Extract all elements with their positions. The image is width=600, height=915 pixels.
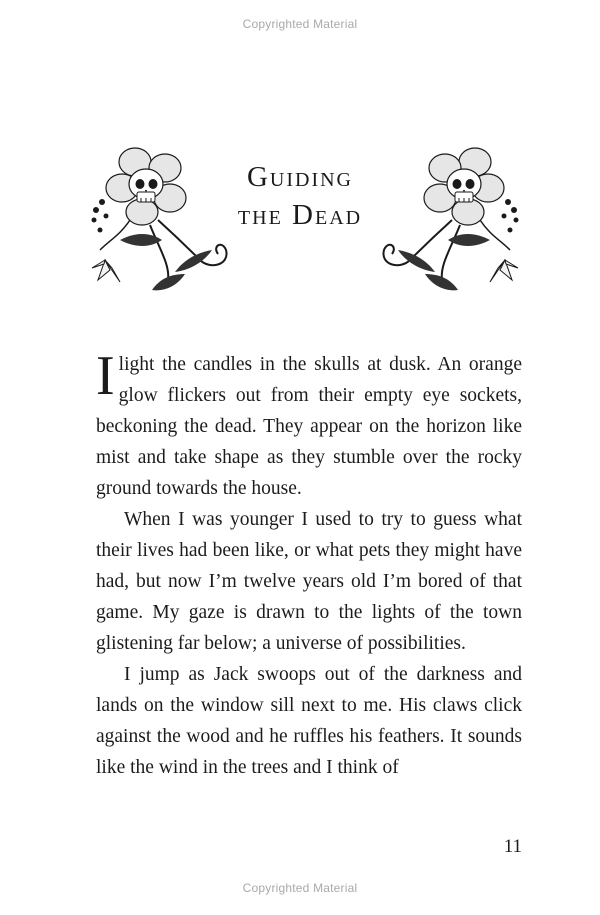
chapter-body (96, 345, 522, 783)
paragraph-1 (96, 345, 522, 504)
drop-cap: I (96, 345, 115, 407)
paragraph-1-text: light the candles in the skulls at dusk. An orange glow flickers out from their empty eye sockets, beckoning the dead. They appear on the horizon like mist and take shape as they stumble over the rocky ground towards the house. (96, 354, 522, 499)
chapter-title-line-1: Guiding (246, 161, 354, 193)
chapter-title-line-2: the Dead (237, 199, 363, 231)
skull-flower-icon (380, 140, 520, 300)
chapter-title (200, 158, 400, 234)
copyright-watermark-top: Copyrighted Material (242, 17, 358, 31)
copyright-watermark-bottom: Copyrighted Material (242, 881, 358, 895)
paragraph-2: When I was younger I used to try to guess what their lives had been like, or what pets they might have had, but now I’m twelve years old I’m bored of that game. My gaze is drawn to the lights of the town glistening far below; a universe of possibilities. (96, 509, 522, 654)
paragraph-3: I jump as Jack swoops out of the darkness and lands on the window sill next to me. His claws click against the wood and he ruffles his feathers. It sounds like the wind in the trees and I think of (96, 664, 522, 778)
page-number: 11 (503, 836, 522, 857)
